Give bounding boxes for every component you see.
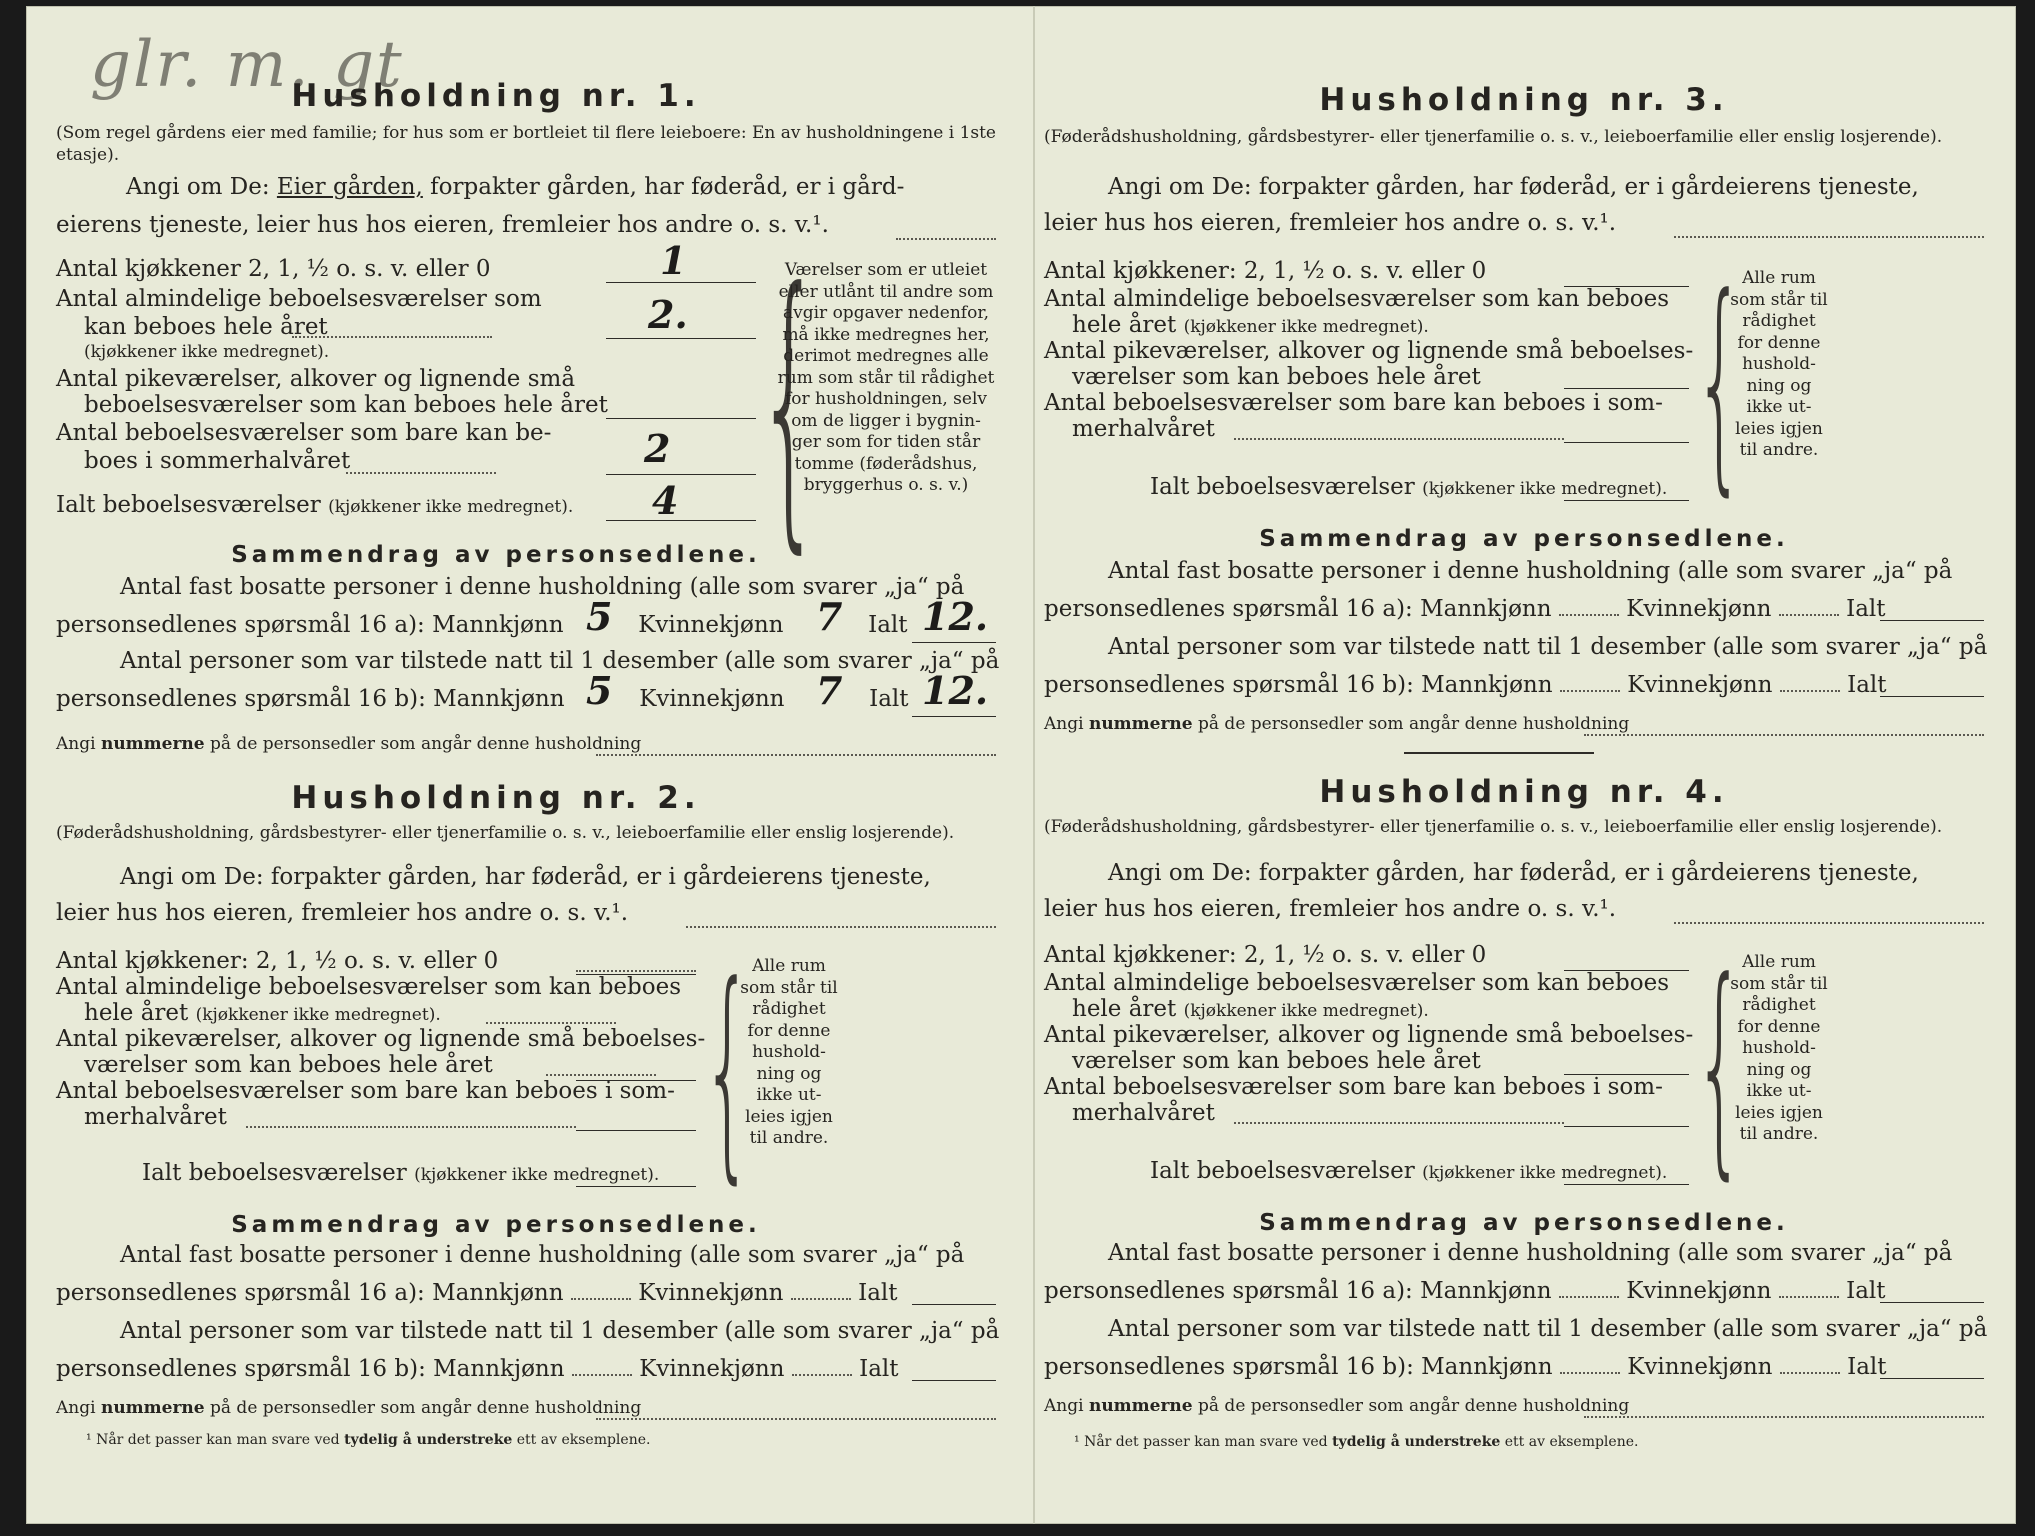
- footnote: ¹ Når det passer kan man svare ved tydelig å understreke ett av eksemplene.: [1074, 1434, 1639, 1450]
- household-1-angi-line1: Angi om De: Eier gården, forpakter gården, har føderåd, er i gård-: [126, 174, 905, 200]
- summer-rooms-label-1: Antal beboelsesværelser som bare kan beboes i som-: [1044, 1074, 1663, 1100]
- household-1-side-note: Værelser som er utleiet eller utlånt til andre som avgir opgaver nedenfor, må ikke medregnes her, derimot medregnes alle rum som står til rådighet for husholdningen, selv om de ligger i bygnin- ger som for tiden står tomme (føderådshus, bryggerhus o. s. v.): [777, 260, 995, 495]
- rooms-label-2: hele året (kjøkkener ikke medregnet).: [84, 1000, 441, 1026]
- maid-rooms-label-2: værelser som kan beboes hele året: [1072, 364, 1481, 390]
- total-rooms-line: Ialt beboelsesværelser (kjøkkener ikke medregnet).: [142, 1160, 660, 1186]
- kitchens-label: Antal kjøkkener: 2, 1, ½ o. s. v. eller 0: [1044, 942, 1487, 968]
- household-1-title: Husholdning nr. 1.: [291, 78, 701, 114]
- summary-16a-line2: personsedlenes spørsmål 16 a): Mannkjønn Kvinnekjønn Ialt: [1044, 596, 1886, 622]
- summary-16b-total: 12.: [922, 668, 989, 713]
- household-3-section: [1044, 82, 2004, 822]
- footnote: ¹ Når det passer kan man svare ved tydelig å understreke ett av eksemplene.: [86, 1432, 651, 1448]
- page-fold: [1033, 6, 1035, 1524]
- maid-rooms-label-2: værelser som kan beboes hele året: [84, 1052, 493, 1078]
- rooms-label-1: Antal almindelige beboelsesværelser som kan beboes: [1044, 970, 1670, 996]
- household-2-summary-title: Sammendrag av personsedlene.: [231, 1212, 761, 1238]
- kitchens-label: Antal kjøkkener 2, 1, ½ o. s. v. eller 0: [56, 256, 491, 282]
- total-rooms-line: Ialt beboelsesværelser (kjøkkener ikke medregnet).: [56, 492, 574, 518]
- total-rooms-value: 4: [652, 478, 679, 523]
- kitchens-value: 1: [660, 238, 687, 283]
- summary-16b-line2: personsedlenes spørsmål 16 b): Mannkjønn Kvinnekjønn Ialt: [56, 1356, 899, 1382]
- person-numbers-line: Angi nummerne på de personsedler som angår denne husholdning: [1044, 714, 1630, 734]
- household-3-note: (Føderådshusholdning, gårdsbestyrer- eller tjenerfamilie o. s. v., leieboerfamilie eller enslig losjerende).: [1044, 127, 1943, 147]
- census-form-sheet: [26, 6, 2016, 1524]
- rooms-label-1: Antal almindelige beboelsesværelser som kan beboes: [56, 974, 682, 1000]
- maid-rooms-label-1: Antal pikeværelser, alkover og lignende små beboelses-: [1044, 1022, 1694, 1048]
- summer-rooms-label-2: merhalvåret: [1072, 1100, 1215, 1126]
- summer-rooms-value: 2: [644, 426, 671, 471]
- rooms-label-2: hele året (kjøkkener ikke medregnet).: [1072, 996, 1429, 1022]
- household-4-angi-line2: leier hus hos eieren, fremleier hos andre o. s. v.¹.: [1044, 896, 1617, 922]
- household-1-section: [56, 78, 1016, 818]
- right-page: [1044, 6, 2004, 1524]
- total-rooms-line: Ialt beboelsesværelser (kjøkkener ikke medregnet).: [1150, 1158, 1668, 1184]
- household-4-title: Husholdning nr. 4.: [1319, 774, 1729, 810]
- section-separator: [1404, 752, 1594, 754]
- maid-rooms-label-2: værelser som kan beboes hele året: [1072, 1048, 1481, 1074]
- summary-16a-line2: personsedlenes spørsmål 16 a): Mannkjønn Kvinnekjønn Ialt: [56, 612, 908, 638]
- brace: {: [1694, 933, 1746, 1200]
- household-1-summary-title: Sammendrag av personsedlene.: [231, 542, 761, 568]
- household-3-summary-title: Sammendrag av personsedlene.: [1259, 526, 1789, 552]
- maid-rooms-label-1: Antal pikeværelser, alkover og lignende små: [56, 366, 576, 392]
- household-4-section: [1044, 774, 2004, 1514]
- household-4-summary-title: Sammendrag av personsedlene.: [1259, 1210, 1789, 1236]
- rooms-label-1: Antal almindelige beboelsesværelser som kan beboes: [1044, 286, 1670, 312]
- summary-16a-line1: Antal fast bosatte personer i denne husholdning (alle som svarer „ja“ på: [120, 1242, 965, 1268]
- summer-rooms-label-2: merhalvåret: [1072, 416, 1215, 442]
- household-2-note: (Føderådshusholdning, gårdsbestyrer- eller tjenerfamilie o. s. v., leieboerfamilie eller enslig losjerende).: [56, 823, 955, 843]
- summary-16a-line1: Antal fast bosatte personer i denne husholdning (alle som svarer „ja“ på: [1108, 558, 1953, 584]
- summer-rooms-label-2: merhalvåret: [84, 1104, 227, 1130]
- household-3-title: Husholdning nr. 3.: [1319, 82, 1729, 118]
- person-numbers-line: Angi nummerne på de personsedler som angår denne husholdning: [1044, 1396, 1630, 1416]
- summary-16b-line1: Antal personer som var tilstede natt til 1 desember (alle som svarer „ja“ på: [120, 1318, 1000, 1344]
- pencil-annotation: glr. m. gt: [90, 28, 404, 102]
- household-4-side-note: Alle rum som står til rådighet for denne hushold- ning og ikke ut- leies igjen til andre.: [1730, 952, 1828, 1144]
- household-3-angi-line1: Angi om De: forpakter gården, har føderåd, er i gårdeierens tjeneste,: [1108, 174, 1919, 200]
- maid-rooms-label-1: Antal pikeværelser, alkover og lignende små beboelses-: [56, 1026, 706, 1052]
- summary-16b-line1: Antal personer som var tilstede natt til 1 desember (alle som svarer „ja“ på: [120, 648, 1000, 674]
- summary-16b-line2: personsedlenes spørsmål 16 b): Mannkjønn Kvinnekjønn Ialt: [56, 686, 909, 712]
- summary-16a-female: 7: [816, 594, 843, 639]
- summary-16b-line2: personsedlenes spørsmål 16 b): Mannkjønn Kvinnekjønn Ialt: [1044, 672, 1887, 698]
- summary-16a-line1: Antal fast bosatte personer i denne husholdning (alle som svarer „ja“ på: [120, 574, 965, 600]
- household-4-note: (Føderådshusholdning, gårdsbestyrer- eller tjenerfamilie o. s. v., leieboerfamilie eller enslig losjerende).: [1044, 817, 1943, 837]
- summary-16b-line2: personsedlenes spørsmål 16 b): Mannkjønn Kvinnekjønn Ialt: [1044, 1354, 1887, 1380]
- summary-16a-line2: personsedlenes spørsmål 16 a): Mannkjønn Kvinnekjønn Ialt: [56, 1280, 898, 1306]
- household-2-side-note: Alle rum som står til rådighet for denne hushold- ning og ikke ut- leies igjen til andre.: [740, 956, 838, 1148]
- summary-16a-male: 5: [586, 594, 613, 639]
- summer-rooms-label-1: Antal beboelsesværelser som bare kan beboes i som-: [56, 1078, 675, 1104]
- selected-answer: Eier gården,: [276, 174, 423, 200]
- summary-16a-line2: personsedlenes spørsmål 16 a): Mannkjønn Kvinnekjønn Ialt: [1044, 1278, 1886, 1304]
- maid-rooms-label-1: Antal pikeværelser, alkover og lignende små beboelses-: [1044, 338, 1694, 364]
- summary-16b-line1: Antal personer som var tilstede natt til 1 desember (alle som svarer „ja“ på: [1108, 634, 1988, 660]
- total-rooms-line: Ialt beboelsesværelser (kjøkkener ikke medregnet).: [1150, 474, 1668, 500]
- household-1-note: (Som regel gårdens eier med familie; for hus som er bortleiet til flere leieboere: En av husholdningene i 1ste etasje).: [56, 123, 996, 165]
- kitchens-label: Antal kjøkkener: 2, 1, ½ o. s. v. eller 0: [1044, 258, 1487, 284]
- summer-rooms-label-1: Antal beboelsesværelser som bare kan beboes i som-: [1044, 390, 1663, 416]
- summary-16b-female: 7: [816, 668, 843, 713]
- household-1-angi-line2: eierens tjeneste, leier hus hos eieren, fremleier hos andre o. s. v.¹.: [56, 212, 829, 238]
- kitchens-label: Antal kjøkkener: 2, 1, ½ o. s. v. eller 0: [56, 948, 499, 974]
- household-2-angi-line2: leier hus hos eieren, fremleier hos andre o. s. v.¹.: [56, 900, 629, 926]
- person-numbers-line: Angi nummerne på de personsedler som angår denne husholdning: [56, 734, 642, 754]
- household-3-angi-line2: leier hus hos eieren, fremleier hos andre o. s. v.¹.: [1044, 210, 1617, 236]
- household-3-side-note: Alle rum som står til rådighet for denne hushold- ning og ikke ut- leies igjen til andre.: [1730, 268, 1828, 460]
- household-4-angi-line1: Angi om De: forpakter gården, har føderåd, er i gårdeierens tjeneste,: [1108, 860, 1919, 886]
- rooms-label-2: hele året (kjøkkener ikke medregnet).: [1072, 312, 1429, 338]
- brace: {: [1694, 249, 1746, 516]
- rooms-value: 2.: [648, 292, 688, 337]
- person-numbers-line: Angi nummerne på de personsedler som angår denne husholdning: [56, 1398, 642, 1418]
- summary-16a-total: 12.: [922, 594, 989, 639]
- household-2-title: Husholdning nr. 2.: [291, 780, 701, 816]
- rooms-label-2: kan beboes hele året: [84, 314, 328, 340]
- left-page: [56, 6, 1016, 1524]
- summer-rooms-label-1: Antal beboelsesværelser som bare kan be-: [56, 420, 552, 446]
- summary-16a-line1: Antal fast bosatte personer i denne husholdning (alle som svarer „ja“ på: [1108, 1240, 1953, 1266]
- rooms-note: (kjøkkener ikke medregnet).: [84, 342, 330, 362]
- household-2-section: [56, 780, 1016, 1520]
- household-2-angi-line1: Angi om De: forpakter gården, har føderåd, er i gårdeierens tjeneste,: [120, 864, 931, 890]
- brace: {: [756, 229, 823, 578]
- rooms-label-1: Antal almindelige beboelsesværelser som: [56, 286, 542, 312]
- summer-rooms-label-2: boes i sommerhalvåret: [84, 448, 351, 474]
- summary-16b-male: 5: [586, 668, 613, 713]
- maid-rooms-label-2: beboelsesværelser som kan beboes hele året: [84, 392, 608, 418]
- brace: {: [702, 937, 754, 1204]
- summary-16b-line1: Antal personer som var tilstede natt til 1 desember (alle som svarer „ja“ på: [1108, 1316, 1988, 1342]
